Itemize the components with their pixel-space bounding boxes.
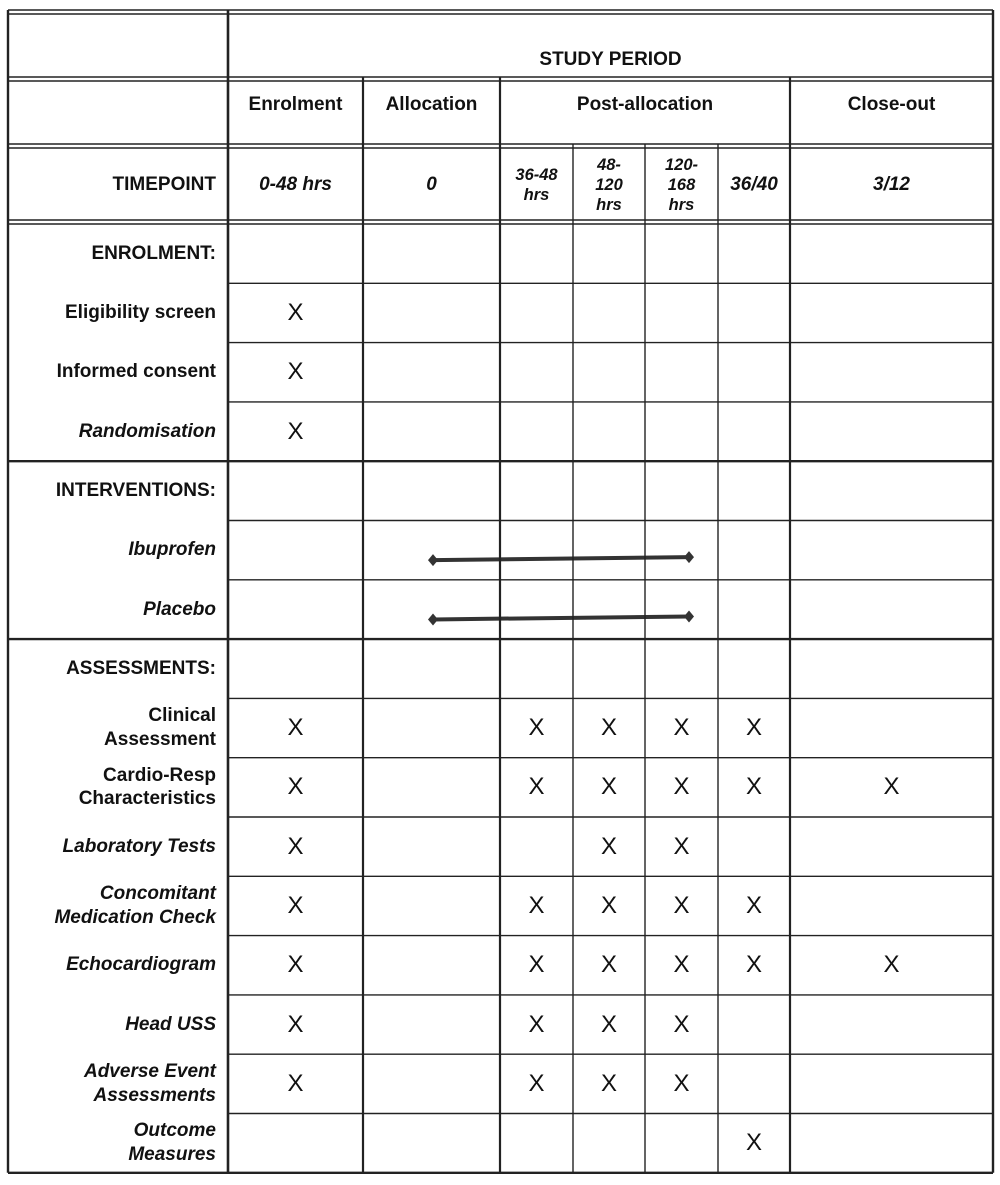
schedule-mark: X bbox=[745, 951, 762, 979]
schedule-mark: X bbox=[287, 1069, 304, 1097]
timepoint-label: TIMEPOINT bbox=[112, 174, 216, 196]
intervention-duration-bar bbox=[433, 557, 689, 560]
schedule-mark: X bbox=[673, 773, 690, 801]
schedule-mark: X bbox=[673, 891, 690, 919]
study-period-heading: STUDY PERIOD bbox=[539, 48, 682, 70]
row-label: Echocardiogram bbox=[66, 954, 216, 976]
schedule-mark: X bbox=[883, 773, 900, 801]
row-label: Concomitant Medication Check bbox=[54, 883, 216, 928]
schedule-mark: X bbox=[600, 1010, 617, 1038]
row-label: Ibuprofen bbox=[128, 539, 216, 561]
schedule-mark: X bbox=[673, 1010, 690, 1038]
phase-header: Close-out bbox=[847, 94, 936, 116]
row-label: Adverse Event Assessments bbox=[83, 1061, 216, 1106]
duration-endpoint-diamond bbox=[684, 551, 694, 563]
section-heading: INTERVENTIONS: bbox=[55, 479, 216, 501]
schedule-mark: X bbox=[528, 1010, 545, 1038]
schedule-mark: X bbox=[600, 773, 617, 801]
intervention-duration-bar bbox=[433, 616, 689, 619]
schedule-mark: X bbox=[600, 832, 617, 860]
row-label: Laboratory Tests bbox=[62, 835, 216, 857]
schedule-mark: X bbox=[600, 891, 617, 919]
schedule-mark: X bbox=[528, 714, 545, 742]
schedule-mark: X bbox=[287, 714, 304, 742]
duration-endpoint-diamond bbox=[428, 554, 438, 566]
section-heading: ENROLMENT: bbox=[91, 242, 216, 264]
duration-endpoint-diamond bbox=[428, 613, 438, 625]
schedule-mark: X bbox=[600, 714, 617, 742]
schedule-mark: X bbox=[600, 951, 617, 979]
timepoint-value: 3/12 bbox=[873, 174, 910, 196]
schedule-mark: X bbox=[287, 358, 304, 386]
schedule-mark: X bbox=[745, 773, 762, 801]
timepoint-value: 36-48 hrs bbox=[515, 165, 558, 204]
row-label: Randomisation bbox=[78, 420, 216, 442]
schedule-mark: X bbox=[528, 1069, 545, 1097]
timepoint-value: 36/40 bbox=[730, 174, 778, 196]
schedule-mark: X bbox=[673, 832, 690, 860]
row-label: Clinical Assessment bbox=[104, 705, 216, 751]
section-heading: ASSESSMENTS: bbox=[66, 657, 216, 679]
schedule-mark: X bbox=[745, 891, 762, 919]
phase-header: Post-allocation bbox=[576, 94, 714, 116]
timepoint-value: 0 bbox=[426, 174, 437, 196]
schedule-mark: X bbox=[287, 773, 304, 801]
timepoint-value: 120- 168 hrs bbox=[664, 155, 699, 215]
schedule-mark: X bbox=[528, 951, 545, 979]
row-label: Head USS bbox=[125, 1013, 216, 1035]
schedule-mark: X bbox=[287, 417, 304, 445]
schedule-mark: X bbox=[883, 951, 900, 979]
schedule-mark: X bbox=[745, 1129, 762, 1157]
schedule-mark: X bbox=[600, 1069, 617, 1097]
schedule-mark: X bbox=[673, 951, 690, 979]
row-label: Outcome Measures bbox=[128, 1120, 216, 1166]
timepoint-value: 48- 120 hrs bbox=[595, 155, 623, 215]
schedule-mark: X bbox=[287, 298, 304, 326]
schedule-mark: X bbox=[287, 1010, 304, 1038]
row-label: Cardio-Resp Characteristics bbox=[78, 764, 216, 810]
row-label: Placebo bbox=[143, 598, 216, 620]
schedule-mark: X bbox=[673, 1069, 690, 1097]
schedule-mark: X bbox=[528, 891, 545, 919]
timepoint-value: 0-48 hrs bbox=[259, 174, 332, 196]
schedule-mark: X bbox=[528, 773, 545, 801]
schedule-mark: X bbox=[287, 891, 304, 919]
duration-endpoint-diamond bbox=[684, 610, 694, 622]
schedule-mark: X bbox=[673, 714, 690, 742]
schedule-mark: X bbox=[287, 951, 304, 979]
phase-header: Allocation bbox=[385, 94, 478, 116]
phase-header: Enrolment bbox=[248, 94, 343, 116]
schedule-mark: X bbox=[287, 832, 304, 860]
schedule-mark: X bbox=[745, 714, 762, 742]
row-label: Informed consent bbox=[56, 361, 216, 383]
row-label: Eligibility screen bbox=[65, 302, 216, 324]
